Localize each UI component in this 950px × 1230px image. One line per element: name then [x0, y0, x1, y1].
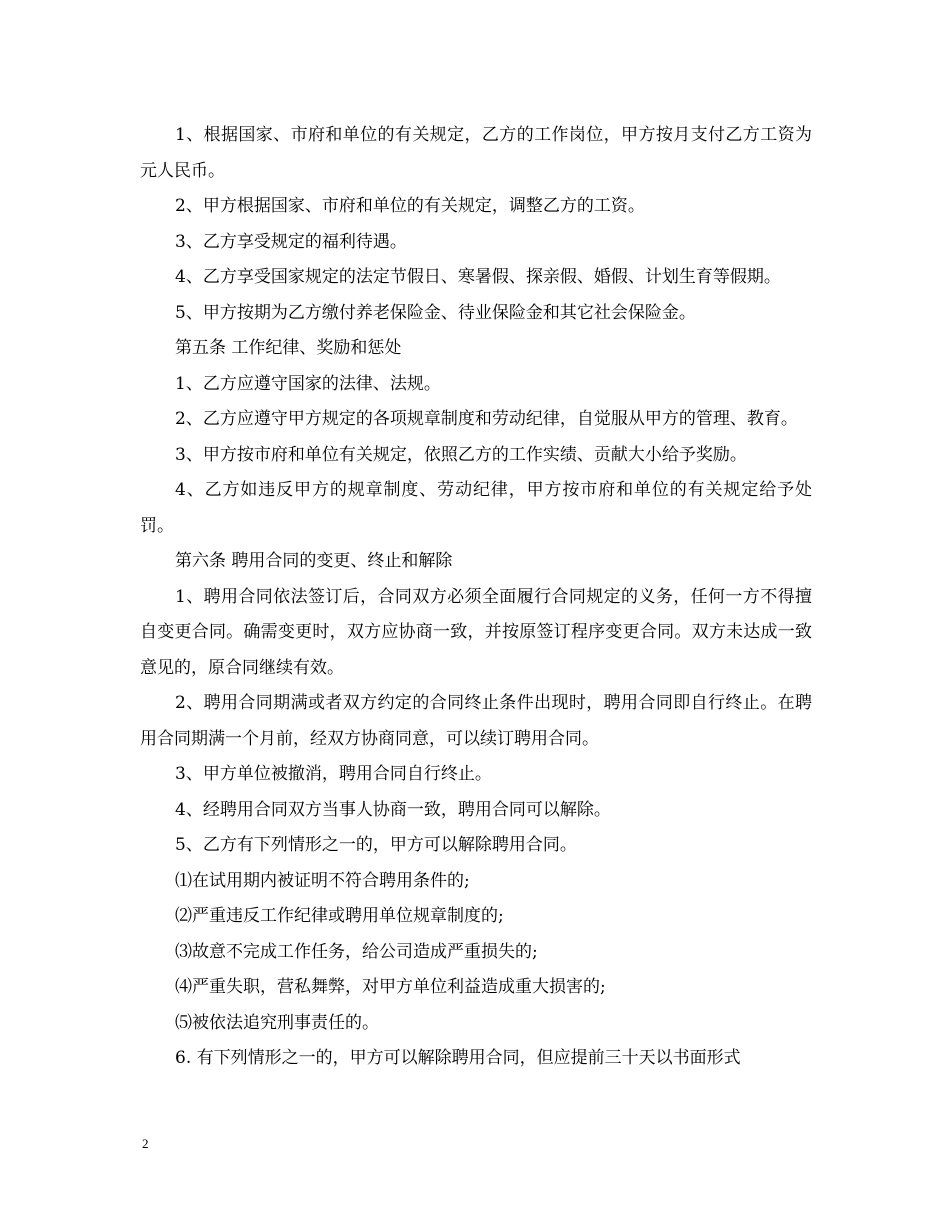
paragraph: 1、聘用合同依法签订后，合同双方必须全面履行合同规定的义务，任何一方不得擅自变更合同。确需变更时，双方应协商一致，并按原签订程序变更合同。双方未达成一致意见的，原合同继续有效。	[140, 586, 812, 678]
list-item: ⑷严重失职，营私舞弊，对甲方单位利益造成重大损害的;	[175, 977, 606, 997]
list-item: ⑸被依法追究刑事责任的。	[175, 1012, 379, 1033]
paragraph: 2、甲方根据国家、市府和单位的有关规定，调整乙方的工资。	[175, 196, 645, 216]
paragraph: 3、甲方单位被撤消，聘用合同自行终止。	[175, 764, 492, 784]
paragraph: 2、聘用合同期满或者双方约定的合同终止条件出现时，聘用合同即自行终止。在聘用合同期满一个月前，经双方协商同意，可以续订聘用合同。	[140, 693, 812, 749]
paragraph: 3、乙方享受规定的福利待遇。	[175, 231, 407, 252]
paragraph: 5、乙方有下列情形之一的，甲方可以解除聘用合同。	[175, 835, 577, 855]
document-body	[140, 118, 812, 1077]
paragraph: 4、乙方享受国家规定的法定节假日、寒暑假、探亲假、婚假、计划生育等假期。	[175, 267, 781, 287]
page-number: 2	[142, 1136, 149, 1151]
paragraph: 6. 有下列情形之一的，甲方可以解除聘用合同，但应提前三十天以书面形式	[175, 1048, 741, 1068]
paragraph: 4、乙方如违反甲方的规章制度、劳动纪律，甲方按市府和单位的有关规定给予处罚。	[140, 480, 812, 536]
paragraph: 5、甲方按期为乙方缴付养老保险金、待业保险金和其它社会保险金。	[175, 302, 696, 323]
list-item: ⑶故意不完成工作任务，给公司造成严重损失的;	[175, 941, 538, 962]
section-heading: 第六条 聘用合同的变更、终止和解除	[175, 551, 453, 571]
list-item: ⑵严重违反工作纪律或聘用单位规章制度的;	[175, 906, 504, 926]
paragraph: 4、经聘用合同双方当事人协商一致，聘用合同可以解除。	[175, 799, 611, 820]
paragraph: 1、根据国家、市府和单位的有关规定，乙方的工作岗位，甲方按月支付乙方工资为 元人民币。	[140, 125, 812, 181]
paragraph: 3、甲方按市府和单位有关规定，依照乙方的工作实绩、贡献大小给予奖励。	[175, 444, 747, 465]
paragraph: 2、乙方应遵守甲方规定的各项规章制度和劳动纪律，自觉服从甲方的管理、教育。	[175, 409, 798, 429]
paragraph: 1、乙方应遵守国家的法律、法规。	[175, 373, 441, 394]
list-item: ⑴在试用期内被证明不符合聘用条件的;	[175, 870, 470, 891]
section-heading: 第五条 工作纪律、奖励和惩处	[175, 338, 402, 358]
